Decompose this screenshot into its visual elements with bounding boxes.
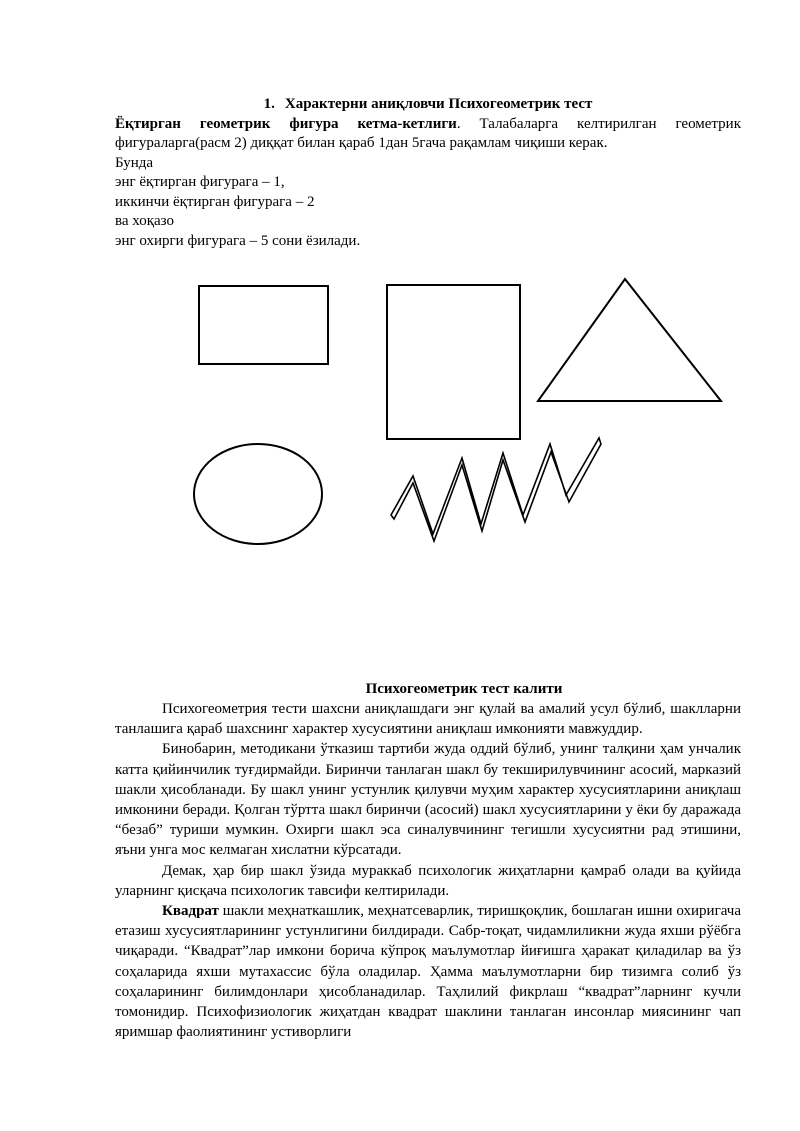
section-title: Характерни аниқловчи Психогеометрик тест [284, 96, 593, 112]
intro-lead-rest: . Талабаларга келтирилган геометрик фигураларга(расм 2) диққат билан қараб 1дан 5гача рақамлам чиқиши керак. [115, 115, 741, 151]
instruction-line: энг охирги фигурага – 5 сони ёзилади. [115, 232, 361, 249]
key-paragraph: Бинобарин, методикани ўтказиш тартиби жуда оддий бўлиб, унинг талқини ҳам унчалик катта қийинчилик туғдирмайди. Биринчи танлаган шакл бу текширилувчининг асосий, марказий шакли ҳисобланади. Бу шакл унинг устунлик қилувчи муҳим характер хусусиятларини аниқлаш имконини беради. Қолган тўртта шакл биринчи (асосий) шакл хусусиятларини у ёки бу даражада “безаб” туриши мумкин. Охирги шакл эса синалувчининг тегишли хусусиятни рад этишини, яъни унга мос келмаган хислатни кўрсатади. [115, 741, 741, 859]
square-paragraph [115, 901, 741, 1042]
section-number: 1. [263, 96, 275, 112]
square-figure [387, 285, 520, 439]
section-heading [115, 95, 741, 115]
instruction-line: иккинчи ёқтирган фигурага – 2 [115, 193, 315, 210]
instruction-line: Бунда [115, 154, 154, 171]
circle-figure [194, 444, 322, 544]
intro-lead-bold: Ёқтирган геометрик фигура кетма-кетлиги [115, 115, 457, 132]
key-paragraph: Демак, ҳар бир шакл ўзида мураккаб психологик жиҳатларни қамраб олади ва қуйида уларнинг қисқача психологик тавсифи келтирилади. [115, 862, 741, 899]
square-text: шакли меҳнаткашлик, меҳнатсеварлик, тиришқоқлик, бошлаган ишни охиригача етазиш хусусиятларининг устунлигини билдиради. Сабр-тоқат, чидамлиликни жуда яхши рўёбга чиқаради. “Квадрат”лар имкони борича кўпроқ маълумотлар йиғишга ҳаракат қиладилар ва ўз соҳаларида яхши мутахассис бўла оладилар. Ҳамма маълумотларни бир тизимга солиб ўз соҳаларининг билимдонлари ҳисобланадилар. Таҳлилий фикрлаш “квадрат”ларнинг кучли томонидир. Психофизиологик жиҳатдан квадрат шаклини танлаган инсонлар миясининг чап яримшар фаолиятининг устиворлиги [115, 903, 741, 1041]
zigzag-figure [391, 438, 601, 541]
key-body [115, 699, 741, 1042]
triangle-figure [538, 279, 721, 401]
instruction-line: энг ёқтирган фигурага – 1, [115, 174, 285, 190]
key-title: Психогеометрик тест калити [365, 681, 563, 697]
rectangle-figure [199, 286, 328, 364]
square-term: Квадрат [162, 903, 219, 920]
instruction-line: ва хоқазо [115, 213, 175, 229]
intro-paragraph [115, 115, 741, 154]
geometric-figures [178, 266, 728, 551]
key-paragraph: Психогеометрия тести шахсни аниқлашдаги энг қулай ва амалий усул бўлиб, шаклларни танлашига қараб шахснинг характер хусусиятини аниқлаш имконияти мавжуддир. [115, 701, 741, 738]
section-1 [115, 95, 741, 251]
